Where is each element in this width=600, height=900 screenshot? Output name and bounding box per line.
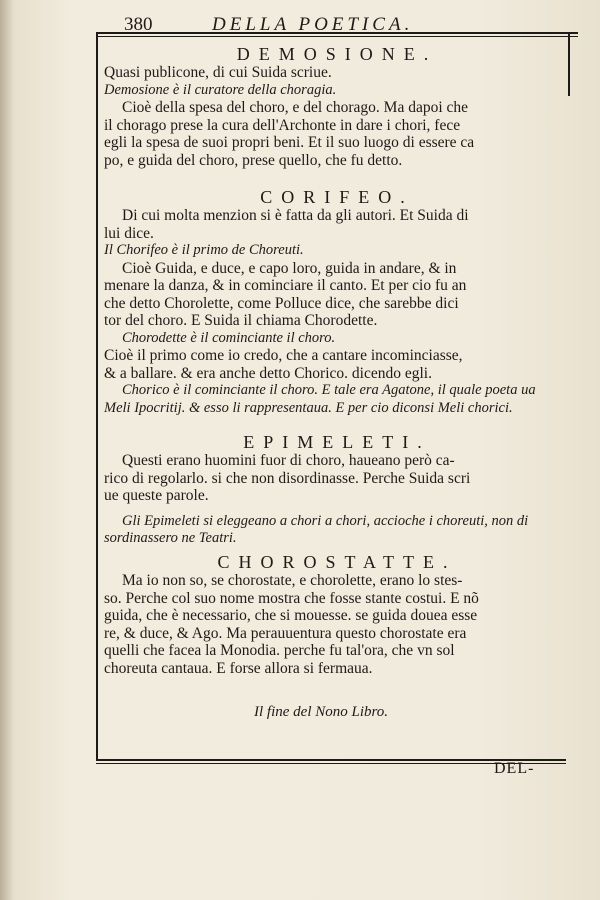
text-line: Di cui molta menzion si è fatta da gli autori. Et Suida di: [122, 207, 469, 224]
text-line: Cioè il primo come io credo, che a cantare incominciasse,: [104, 347, 463, 364]
quote-line: sordinassero ne Teatri.: [104, 530, 237, 546]
text-line: egli la spesa de suoi propri beni. Et il suo luogo di essere ca: [104, 134, 475, 151]
running-title: DELLA POETICA.: [212, 14, 414, 35]
text-line: menare la danza, & in cominciare il canto. Et per cio fu an: [104, 277, 467, 294]
page-gutter-shadow: [0, 0, 14, 900]
text-line: Cioè Guida, e duce, e capo loro, guida in andare, & in: [122, 259, 457, 277]
page-number: 380: [124, 14, 153, 35]
quote-line: Il Chorifeo è il primo de Choreuti.: [104, 242, 304, 258]
text-line: rico di regolarlo. si che non disordinasse. Perche Suida scri: [104, 469, 471, 487]
catchword: DEL-: [494, 760, 535, 777]
text-line: Cioè della spesa del choro, e del chorago. Ma dapoi che: [122, 99, 469, 116]
page-header: [124, 14, 564, 40]
text-line: choreuta cantaua. E forse allora si fermaua.: [104, 659, 373, 677]
text-line: quelli che facea la Monodia. perche fu tal'ora, che vn sol: [104, 642, 455, 659]
quote-line: Chorico è il cominciante il choro. E tale era Agatone, il quale poeta ua: [122, 382, 536, 398]
section-heading: DEMOSIONE.: [236, 44, 438, 64]
section-chorostatte: [104, 552, 570, 677]
section-demosione: [104, 44, 570, 169]
text-line: il chorago prese la cura dell'Archonte in dare i chori, fece: [104, 116, 461, 134]
book-end-note: Il fine del Nono Libro.: [254, 704, 389, 720]
text-line: Quasi publicone, di cui Suida scriue.: [104, 64, 332, 81]
text-line: tor del choro. E Suida il chiama Chorodette.: [104, 312, 378, 329]
text-line: lui dice.: [104, 224, 154, 242]
text-line: & a ballare. & era anche detto Chorico. dicendo egli.: [104, 364, 432, 382]
text-line: Questi erano huomini fuor di choro, haueano però ca-: [122, 452, 455, 469]
section-epimeleti: [104, 432, 570, 548]
section-corifeo: [104, 187, 570, 417]
text-line: Ma io non so, se chorostate, e chorolette, erano lo stes-: [122, 572, 463, 589]
quote-line: Gli Epimeleti si eleggeano a chori a chori, accioche i choreuti, non di: [122, 512, 529, 529]
section-heading: EPIMELETI.: [243, 432, 431, 452]
quote-line: Chorodette è il cominciante il choro.: [122, 329, 336, 346]
text-line: ue queste parole.: [104, 487, 209, 504]
text-line: so. Perche col suo nome mostra che fosse stante costui. E nõ: [104, 589, 479, 607]
text-line: re, & duce, & Ago. Ma perauuentura questo chorostate era: [104, 624, 467, 642]
quote-line: Meli Ipocritij. & esso li rappresentaua. E per cio diconsi Meli chorici.: [104, 399, 513, 416]
text-line: po, e guida del choro, prese quello, che fu detto.: [104, 151, 403, 169]
text-line: che detto Chorolette, come Polluce dice, che sarebbe dici: [104, 294, 459, 312]
left-rule: [96, 32, 98, 760]
text-line: guida, che è necessario, che si mouesse. se guida douea esse: [104, 607, 478, 624]
section-heading: CORIFEO.: [260, 187, 414, 207]
quote-line: Demosione è il curatore della choragia.: [104, 81, 337, 98]
section-heading: CHOROSTATTE.: [217, 552, 457, 572]
